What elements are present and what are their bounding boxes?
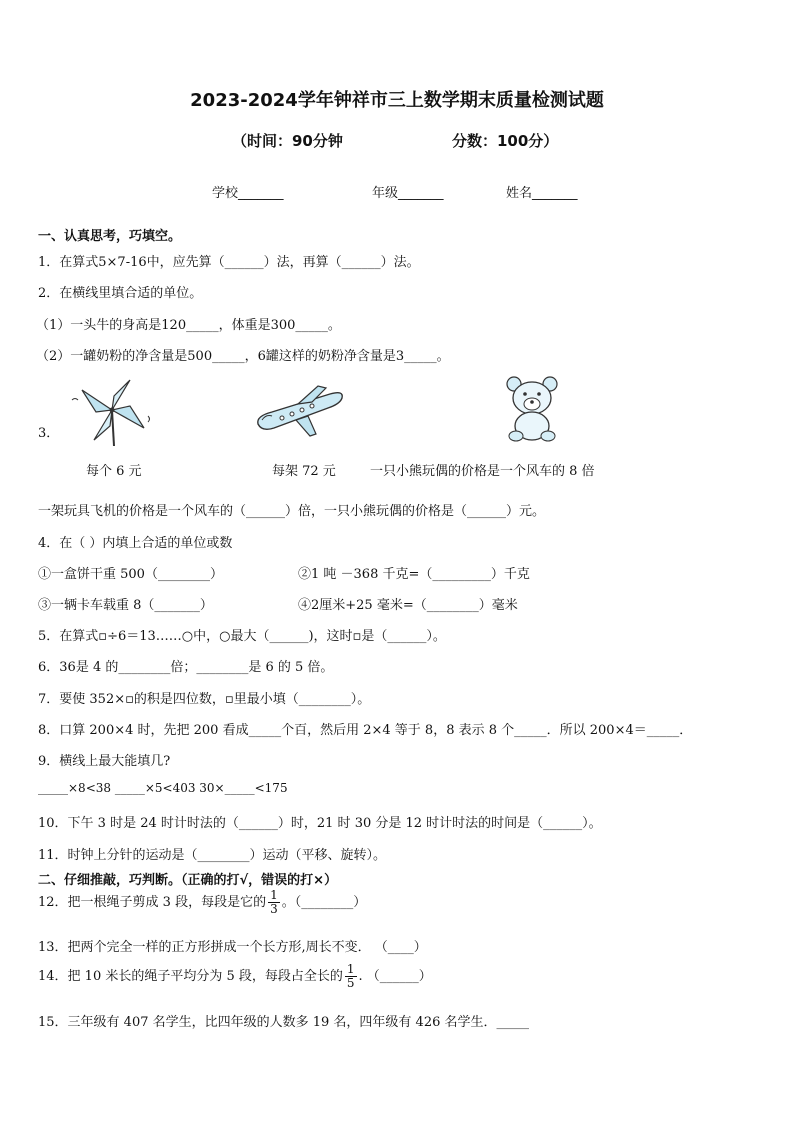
fraction-numerator: 1 <box>270 888 278 902</box>
question-14-answer: . （______） <box>358 969 432 984</box>
question-8: 8．口算 200×4 时，先把 200 看成_____个百，然后用 2×4 等于 8，8 表示 8 个_____．所以 200×4＝_____． <box>38 723 693 738</box>
fraction-one-fifth <box>345 963 357 990</box>
page-title: 2023-2024学年钟祥市三上数学期末质量检测试题 <box>190 90 604 111</box>
question-10: 10．下午 3 时是 24 时计时法的（______）时，21 时 30 分是 12 时计时法的时间是（______）。 <box>38 816 602 831</box>
question-11: 11．时钟上分针的运动是（________）运动（平移、旋转）。 <box>38 848 387 863</box>
section2-heading: 二、仔细推敲，巧判断。（正确的打√，错误的打×） <box>38 873 338 888</box>
question-4-b: ②1 吨 －368 千克=（_________）千克 <box>298 567 530 582</box>
school-field[interactable]: 学校_______ <box>212 186 284 201</box>
question-5: 5．在算式▫÷6＝13……○中，○最大（______)，这时▫是（______）。 <box>38 629 446 644</box>
grade-field[interactable]: 年级_______ <box>372 186 444 201</box>
pinwheel-caption: 每个 6 元 <box>86 464 142 479</box>
question-4-d: ④2厘米+25 毫米=（________）毫米 <box>298 598 518 613</box>
question-1: 1．在算式5×7-16中，应先算（______）法，再算（______）法。 <box>38 255 420 270</box>
question-12-text: 12．把一根绳子剪成 3 段，每段是它的 <box>38 895 267 910</box>
airplane-icon <box>252 384 348 440</box>
exam-time: （时间：90分钟 <box>232 132 343 150</box>
question-12 <box>38 889 366 916</box>
question-4-c: ③一辆卡车载重 8（_______） <box>38 598 213 613</box>
exam-score: 分数：100分） <box>452 132 559 150</box>
question-4: 4．在（ ）内填上合适的单位或数 <box>38 536 233 551</box>
bear-caption: 一只小熊玩偶的价格是一个风车的 8 倍 <box>370 464 595 479</box>
question-3-text: 一架玩具飞机的价格是一个风车的（______）倍，一只小熊玩偶的价格是（______）元。 <box>38 504 546 519</box>
fraction-numerator: 1 <box>346 962 355 976</box>
question-4-a: ①一盒饼干重 500（________） <box>38 567 223 582</box>
question-2: 2．在横线里填合适的单位。 <box>38 286 203 301</box>
airplane-caption: 每架 72 元 <box>272 464 336 479</box>
section1-heading: 一、认真思考，巧填空。 <box>38 229 182 244</box>
question-6: 6．36是 4 的________倍；________是 6 的 5 倍。 <box>38 660 334 675</box>
fraction-one-third <box>268 889 280 916</box>
question-3-number: 3． <box>38 426 60 441</box>
question-7: 7．要使 352×▫的积是四位数，▫里最小填（________）。 <box>38 692 371 707</box>
question-14 <box>38 963 432 990</box>
pinwheel-icon <box>68 376 154 448</box>
question-14-text: 14．把 10 米长的绳子平均分为 5 段，每段占全长的 <box>38 969 343 984</box>
question-9: 9．横线上最大能填几? <box>38 754 171 769</box>
question-2-1: （1）一头牛的身高是120_____，体重是300_____。 <box>36 318 341 333</box>
question-9-blanks: _____×8<38 _____×5<403 30×_____<175 <box>38 781 288 795</box>
question-12-answer: 。（________） <box>281 895 367 910</box>
question-15: 15．三年级有 407 名学生，比四年级的人数多 19 名，四年级有 426 名学生．_____ <box>38 1015 530 1030</box>
fraction-denominator: 5 <box>346 976 355 990</box>
name-field[interactable]: 姓名_______ <box>506 186 578 201</box>
teddy-bear-icon <box>502 374 562 444</box>
question-13: 13．把两个完全一样的正方形拼成一个长方形,周长不变． （____） <box>38 940 427 955</box>
fraction-denominator: 3 <box>270 902 278 916</box>
question-2-2: （2）一罐奶粉的净含量是500_____，6罐这样的奶粉净含量是3_____。 <box>36 349 450 364</box>
